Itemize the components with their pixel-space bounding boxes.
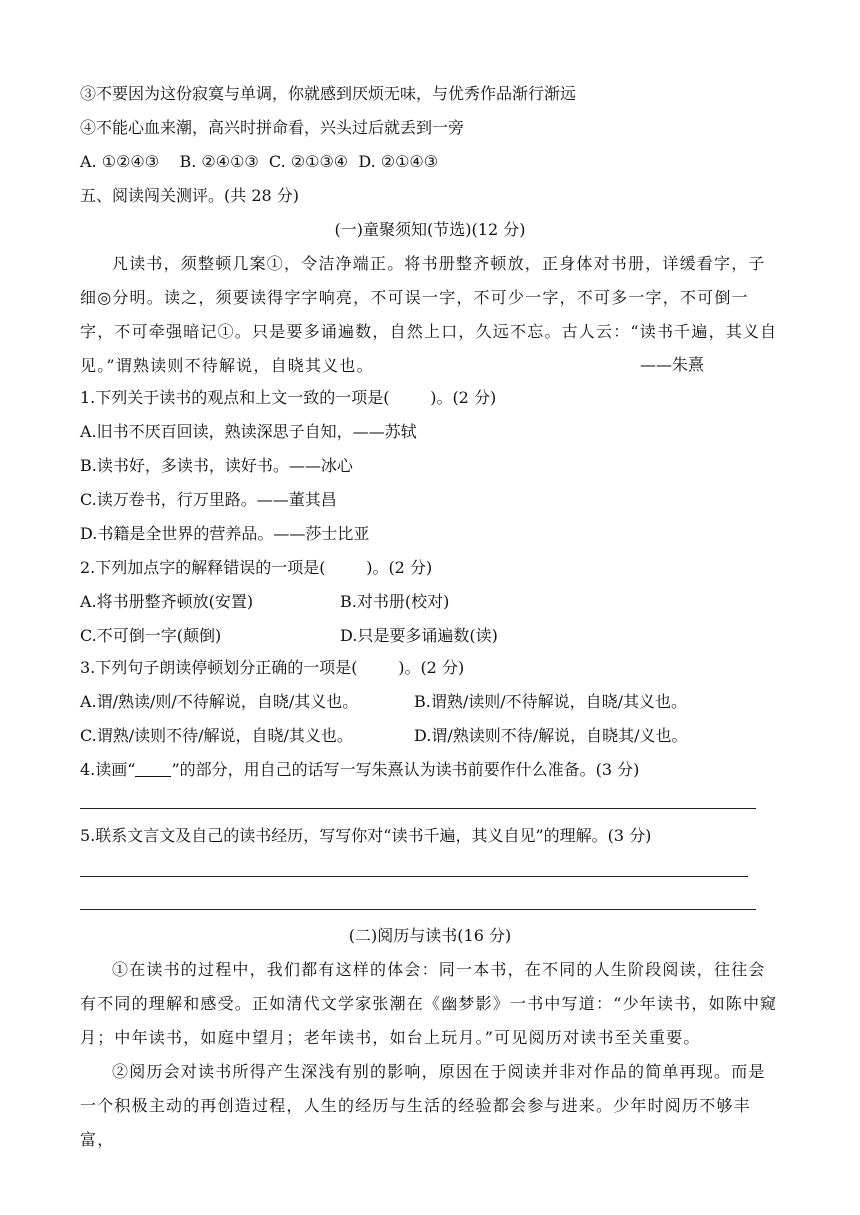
passage-2-title: (二)阅历与读书(16 分) xyxy=(348,926,512,945)
question-4-stem-end: ”的部分，用自己的话写一写朱熹认为读书前要作什么准备。(3 分) xyxy=(171,760,640,779)
question-3-option-c: C.谓熟/读则不待/解说，自晓/其义也。 xyxy=(80,726,353,745)
option-4-text: ④不能心血来潮，高兴时拼命看，兴头过后就丢到一旁 xyxy=(80,118,465,137)
question-3-stem: 3.下列句子朗读停顿划分正确的一项是( )。(2 分) xyxy=(80,658,465,677)
question-2-option-a: A.将书册整齐顿放(安置) xyxy=(80,592,254,611)
answer-line-q5-2[interactable] xyxy=(80,909,756,910)
question-1-option-c: C.读万卷书，行万里路。——董其昌 xyxy=(80,490,337,509)
question-1-option-b: B.读书好，多读书，读好书。——冰心 xyxy=(80,456,353,475)
question-2-option-b: B.对书册(校对) xyxy=(340,592,450,611)
answer-line-q4[interactable] xyxy=(80,808,756,809)
passage-2-paragraph-2: ②阅历会对读书所得产生深浅有别的影响，原因在于阅读并非对作品的简单再现。而是一个积极主动的再创造过程，人生的经历与生活的经验都会参与进来。少年时阅历不够丰富， xyxy=(80,1062,766,1149)
passage-1-title: (一)童聚须知(节选)(12 分) xyxy=(334,220,526,239)
question-2-stem: 2.下列加点字的解释错误的一项是( )。(2 分) xyxy=(80,558,433,577)
question-3-option-d: D.谓/熟读则不待/解说，自晓其/义也。 xyxy=(414,726,688,745)
passage-1-text: 凡读书，须整顿几案①，令洁净端正。将书册整齐顿放，正身体对书册，详缓看字，子细◎分明。读之，须要读得字字响亮，不可误一字，不可少一字，不可多一字，不可倒一字，不可牵强暗记①。只是要多诵遍数，自然上口，久远不忘。古人云：“读书千遍，其义自见。”谓熟读则不待解说，自晓其义也。 xyxy=(80,254,778,375)
passage-2-paragraph-1: ①在读书的过程中，我们都有这样的体会：同一本书，在不同的人生阶段阅读，往往会有不同的理解和感受。正如清代文学家张潮在《幽梦影》一书中写道：“少年读书，如陈中窥月；中年读书，如庭中望月；老年读书，如台上玩月。”可见阅历对读书至关重要。 xyxy=(80,960,778,1047)
underline-marker xyxy=(135,762,171,777)
answer-line-q5-1[interactable] xyxy=(80,876,748,877)
option-3-text: ③不要因为这份寂寞与单调，你就感到厌烦无味，与优秀作品渐行渐远 xyxy=(80,84,577,103)
question-4-stem-start: 4.读画“ xyxy=(80,760,136,779)
passage-1-author: ——朱熹 xyxy=(640,355,705,374)
question-4-stem xyxy=(80,760,639,780)
section-heading: 五、阅读闯关测评。(共 28 分) xyxy=(80,186,300,205)
question-1-option-a: A.旧书不厌百回读，熟读深思子自知，——苏轼 xyxy=(80,422,417,441)
question-2-option-d: D.只是要多诵遍数(读) xyxy=(340,626,498,645)
question-1-stem: 1.下列关于读书的观点和上文一致的一项是( )。(2 分) xyxy=(80,388,497,407)
question-1-option-d: D.书籍是全世界的营养品。——莎士比亚 xyxy=(80,524,370,543)
answer-choices: A. ①②④③ B. ②④①③ C. ②①③④ D. ②①④③ xyxy=(80,152,439,171)
question-3-option-b: B.谓熟/读则/不待解说，自晓/其义也。 xyxy=(414,692,688,711)
question-5-stem: 5.联系文言文及自己的读书经历，写写你对“读书千遍，其义自见”的理解。(3 分) xyxy=(80,826,652,845)
question-2-option-c: C.不可倒一字(颠倒) xyxy=(80,626,222,645)
question-3-option-a: A.谓/熟读/则/不待解说，自晓/其义也。 xyxy=(80,692,359,711)
